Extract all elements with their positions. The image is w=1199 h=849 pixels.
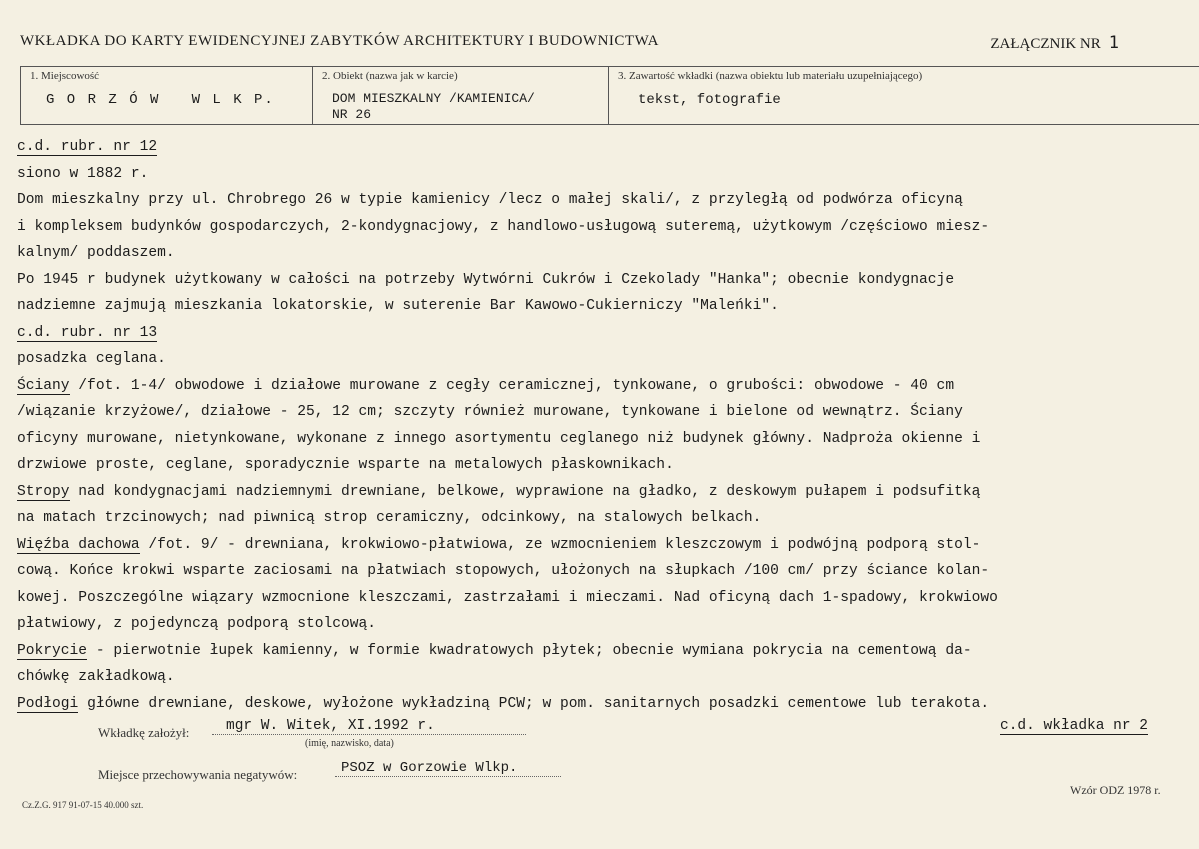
divider [312, 66, 313, 124]
divider [20, 66, 21, 124]
term-roof-truss: Więźba dachowa [17, 536, 140, 553]
text-line: cową. Końce krokwi wsparte zaciosami na płatwiach stopowych, ułożonych na słupkach /100 cm/ przy ściance kolan- [17, 563, 990, 579]
text-line: i kompleksem budynków gospodarczych, 2-kondygnacjowy, z handlowo-usługową suteremą, użytkowym /częściowo miesz- [17, 218, 990, 235]
founded-value: mgr W. Witek, XI.1992 r. [212, 718, 526, 735]
text-line: płatwiowy, z pojedynczą podporą stolcową. [17, 616, 377, 632]
text-segment: /fot. 1-4/ obwodowe i działowe murowane z cegły ceramicznej, tynkowane, o grubości: obwodowe - 40 cm [69, 377, 955, 394]
text-line: /wiązanie krzyżowe/, działowe - 25, 12 cm; szczyty również murowane, tynkowane i bielone od wewnątrz. Ściany [17, 404, 963, 420]
text-line: nadziemne zajmują mieszkania lokatorskie, w suterenie Bar Kawowo-Cukierniczy "Maleńki". [17, 298, 779, 314]
annex-label-text: ZAŁĄCZNIK NR [990, 36, 1101, 52]
contents-label: 3. Zawartość wkładki (nazwa obiektu lub materiału uzupełniającego) [618, 70, 923, 82]
negatives-value: PSOZ w Gorzowie Wlkp. [335, 760, 561, 777]
section-heading-12: c.d. rubr. nr 12 [17, 139, 158, 155]
text-segment: /fot. 9/ - drewniana, krokwiowo-płatwiowa, ze wzmocnieniem kleszczowym i podwójną podporą stol- [139, 536, 981, 553]
text-line: siono w 1882 r. [17, 165, 149, 182]
annex-number: 1 [1108, 33, 1119, 53]
contents-value: tekst, fotografie [638, 92, 781, 108]
form-title: WKŁADKA DO KARTY EWIDENCYJNEJ ZABYTKÓW ARCHITEKTURY I BUDOWNICTWA [20, 33, 659, 49]
form-model: Wzór ODZ 1978 r. [1070, 783, 1161, 797]
text-segment: główne drewniane, deskowe, wyłożone wykładziną PCW; w pom. sanitarnych posadzki cementowe lub terakota. [78, 695, 990, 712]
print-code: Cz.Z.G. 917 91-07-15 40.000 szt. [22, 800, 144, 810]
object-label: 2. Obiekt (nazwa jak w karcie) [322, 70, 458, 82]
divider [20, 66, 1199, 67]
text-line: na matach trzcinowych; nad piwnicą strop ceramiczny, odcinkowy, na stalowych belkach. [17, 510, 762, 526]
text-line: drzwiowe proste, ceglane, sporadycznie wsparte na metalowych płaskownikach. [17, 457, 674, 473]
term-roofing: Pokrycie [17, 642, 88, 659]
locality-label: 1. Miejscowość [30, 70, 100, 82]
term-floors: Podłogi [17, 695, 79, 712]
section-heading-13: c.d. rubr. nr 13 [17, 324, 158, 341]
object-value-line2: NR 26 [332, 107, 372, 122]
negatives-label: Miejsce przechowywania negatywów: [98, 767, 298, 782]
object-value-line1: DOM MIESZKALNY /KAMIENICA/ [332, 91, 535, 106]
text-segment: nad kondygnacjami nadziemnymi drewniane, belkowe, wyprawione na gładko, z deskowym pułapem i podsufitką [69, 483, 981, 500]
text-line: oficyny murowane, nietynkowane, wykonane z innego asortymentu ceglanego niż budynek główny. Nadproża okienne i [17, 430, 981, 447]
divider [20, 124, 1199, 125]
continued-note: c.d. wkładka nr 2 [1000, 718, 1148, 734]
text-line: chówkę zakładkową. [17, 669, 175, 685]
divider [608, 66, 609, 124]
text-segment: - pierwotnie łupek kamienny, w formie kwadratowych płytek; obecnie wymiana pokrycia na cementową da- [87, 642, 972, 659]
term-walls: Ściany [17, 377, 70, 394]
text-line: Po 1945 r budynek użytkowany w całości na potrzeby Wytwórni Cukrów i Czekolady "Hanka"; obecnie kondygnacje [17, 271, 955, 288]
text-line: kalnym/ poddaszem. [17, 245, 175, 261]
text-line: posadzka ceglana. [17, 351, 166, 367]
annex-label [990, 33, 1119, 53]
locality-value: G O R Z Ó W W L K P. [46, 92, 275, 108]
body-text [17, 134, 1199, 717]
text-line: kowej. Poszczególne wiązary wzmocnione kleszczami, zastrzałami i mieczami. Nad oficyną dach 1-spadowy, krokwiowo [17, 589, 998, 606]
founded-caption: (imię, nazwisko, data) [305, 738, 394, 749]
term-ceilings: Stropy [17, 483, 70, 500]
text-line: Dom mieszkalny przy ul. Chrobrego 26 w typie kamienicy /lecz o małej skali/, z przyległą od podwórza oficyną [17, 192, 963, 208]
founded-label: Wkładkę założył: [98, 725, 190, 740]
